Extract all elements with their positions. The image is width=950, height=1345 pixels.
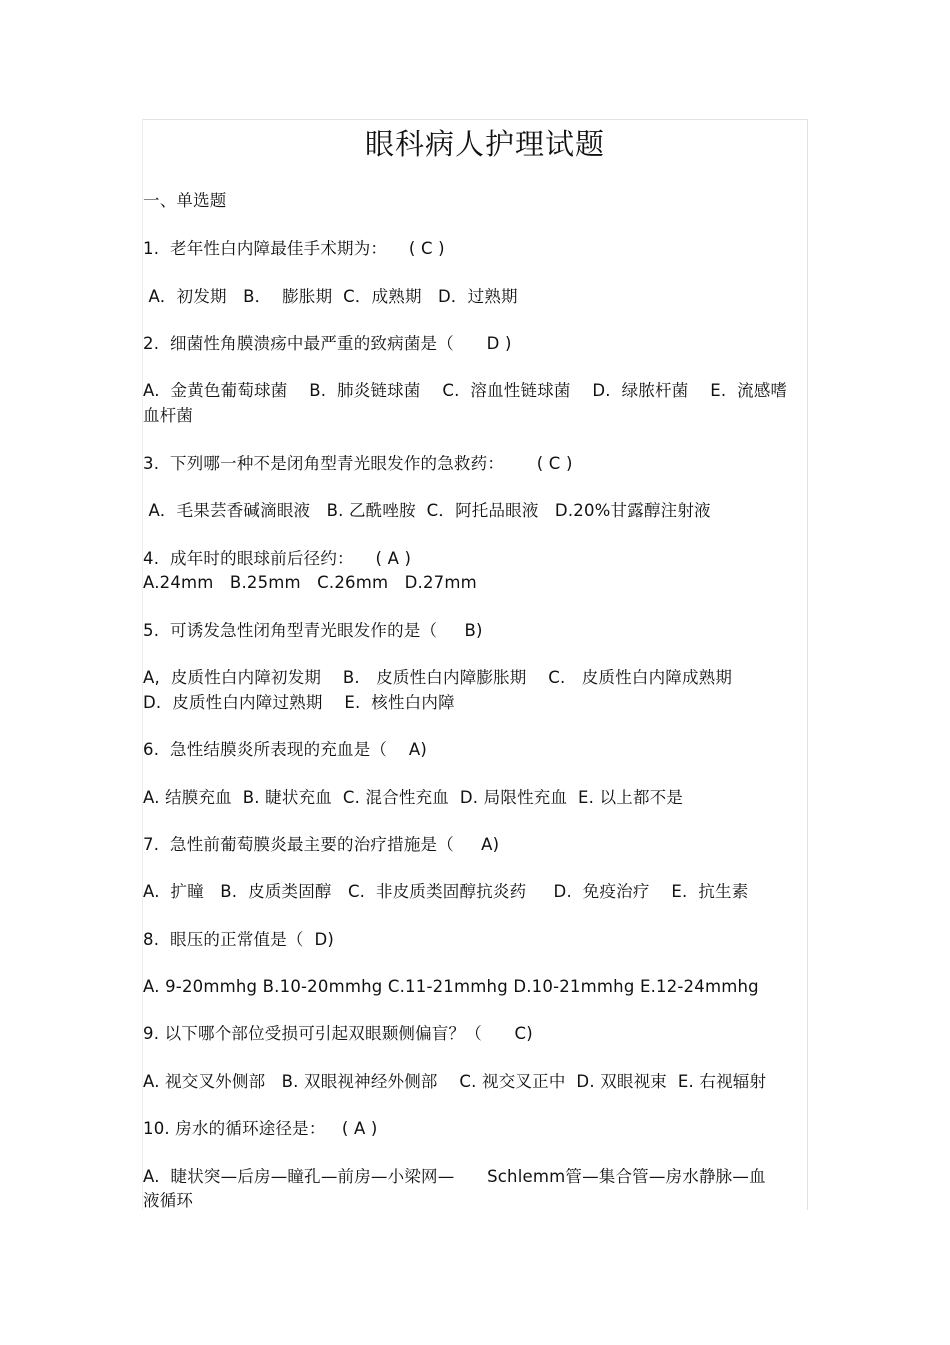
question-8-stem: 8. 眼压的正常值是（ D) <box>143 930 335 949</box>
document-page <box>142 119 808 1210</box>
question-7-options: A. 扩瞳 B. 皮质类固醇 C. 非皮质类固醇抗炎药 D. 免疫治疗 E. 抗生素 <box>143 882 749 901</box>
document-title: 眼科病人护理试题 <box>364 127 605 161</box>
question-10-options-cont: 液循环 <box>143 1191 194 1210</box>
question-2-stem: 2. 细菌性角膜溃疡中最严重的致病菌是（ D ) <box>143 334 512 353</box>
section-heading: 一、单选题 <box>143 191 227 210</box>
question-9-stem: 9. 以下哪个部位受损可引起双眼颞侧偏盲？（ C) <box>143 1024 533 1043</box>
question-4-options: A.24mm B.25mm C.26mm D.27mm <box>143 573 477 592</box>
question-6-stem: 6. 急性结膜炎所表现的充血是（ A) <box>143 740 428 759</box>
question-1-options: A．初发期 B． 膨胀期 C．成熟期 D．过熟期 <box>143 287 518 306</box>
question-6-options: A. 结膜充血 B. 睫状充血 C. 混合性充血 D. 局限性充血 E. 以上都不是 <box>143 788 684 807</box>
question-4-stem: 4. 成年时的眼球前后径约： ( A ) <box>143 549 412 568</box>
question-2-options-cont: 血杆菌 <box>143 406 194 425</box>
question-10-stem: 10. 房水的循环途径是： ( A ) <box>143 1119 378 1138</box>
question-5-stem: 5. 可诱发急性闭角型青光眼发作的是（ B) <box>143 621 483 640</box>
question-10-options: A. 睫状突—后房—瞳孔—前房—小梁网— Schlemm管—集合管—房水静脉—血 <box>143 1167 766 1186</box>
question-5-options-cont: D. 皮质性白内障过熟期 E. 核性白内障 <box>143 693 455 712</box>
question-3-stem: 3. 下列哪一种不是闭角型青光眼发作的急救药： ( C ) <box>143 454 573 473</box>
question-1-stem: 1. 老年性白内障最佳手术期为： ( C ) <box>143 239 445 258</box>
question-9-options: A. 视交叉外侧部 B. 双眼视神经外侧部 C. 视交叉正中 D. 双眼视束 E. 右视辐射 <box>143 1072 767 1091</box>
question-7-stem: 7. 急性前葡萄膜炎最主要的治疗措施是（ A) <box>143 835 500 854</box>
question-5-options: A, 皮质性白内障初发期 B. 皮质性白内障膨胀期 C. 皮质性白内障成熟期 <box>143 668 733 687</box>
question-2-options: A. 金黄色葡萄球菌 B. 肺炎链球菌 C. 溶血性链球菌 D. 绿脓杆菌 E. 流感嗜 <box>143 381 788 400</box>
question-3-options: A．毛果芸香碱滴眼液 B. 乙酰唑胺 C．阿托品眼液 D.20%甘露醇注射液 <box>143 501 711 520</box>
question-8-options: A. 9-20mmhg B.10-20mmhg C.11-21mmhg D.10-21mmhg E.12-24mmhg <box>143 977 759 996</box>
